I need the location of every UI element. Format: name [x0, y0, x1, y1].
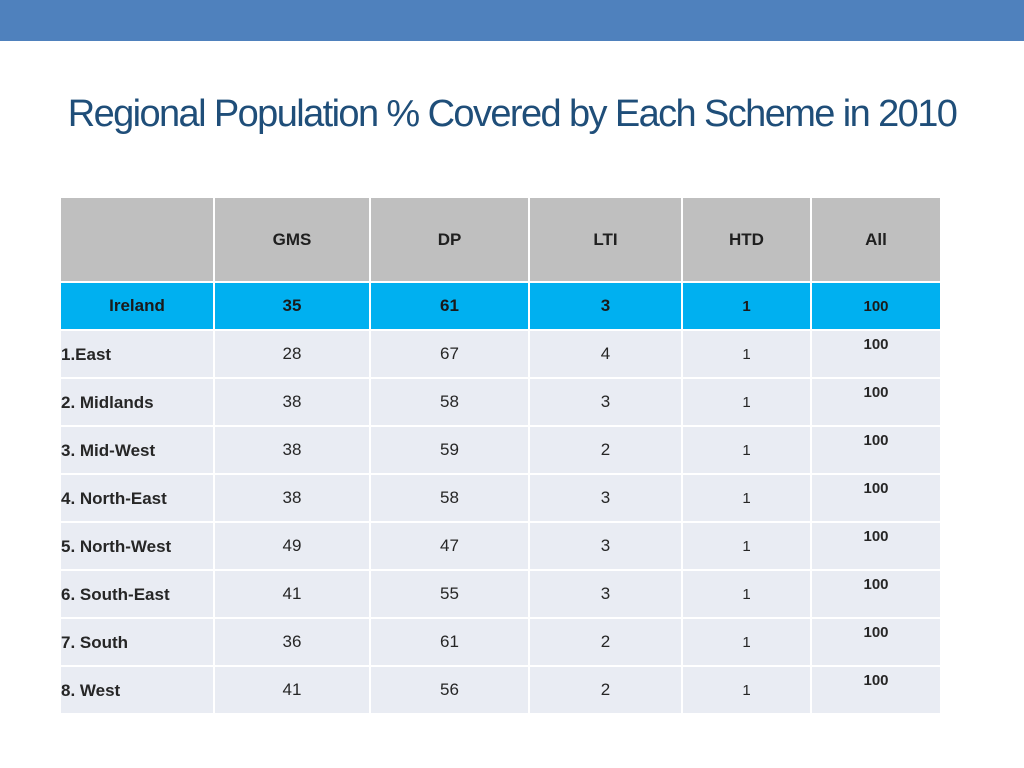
region-cell: 6. South-East	[61, 570, 214, 618]
table-row	[61, 330, 940, 378]
all-cell: 100	[811, 522, 940, 570]
region-cell: Ireland	[61, 282, 214, 330]
region-cell: 7. South	[61, 618, 214, 666]
header-cell-gms: GMS	[214, 198, 370, 282]
dp-cell: 58	[370, 474, 529, 522]
table-row	[61, 474, 940, 522]
htd-cell: 1	[682, 282, 811, 330]
table-row	[61, 378, 940, 426]
lti-cell: 4	[529, 330, 682, 378]
htd-cell: 1	[682, 570, 811, 618]
table-row-ireland	[61, 282, 940, 330]
header-cell-lti: LTI	[529, 198, 682, 282]
htd-cell: 1	[682, 666, 811, 714]
htd-cell: 1	[682, 330, 811, 378]
dp-cell: 67	[370, 330, 529, 378]
header-cell-htd: HTD	[682, 198, 811, 282]
region-cell: 5. North-West	[61, 522, 214, 570]
lti-cell: 3	[529, 474, 682, 522]
gms-cell: 41	[214, 666, 370, 714]
dp-cell: 61	[370, 618, 529, 666]
table-row	[61, 666, 940, 714]
dp-cell: 61	[370, 282, 529, 330]
table-row	[61, 426, 940, 474]
dp-cell: 56	[370, 666, 529, 714]
htd-cell: 1	[682, 426, 811, 474]
all-cell: 100	[811, 426, 940, 474]
gms-cell: 36	[214, 618, 370, 666]
dp-cell: 59	[370, 426, 529, 474]
dp-cell: 58	[370, 378, 529, 426]
htd-cell: 1	[682, 378, 811, 426]
region-cell: 2. Midlands	[61, 378, 214, 426]
all-cell: 100	[811, 282, 940, 330]
lti-cell: 3	[529, 570, 682, 618]
htd-cell: 1	[682, 618, 811, 666]
htd-cell: 1	[682, 474, 811, 522]
all-cell: 100	[811, 378, 940, 426]
header-cell-dp: DP	[370, 198, 529, 282]
header-cell-empty	[61, 198, 214, 282]
header-row	[61, 198, 940, 282]
region-cell: 4. North-East	[61, 474, 214, 522]
lti-cell: 2	[529, 666, 682, 714]
region-cell: 1.East	[61, 330, 214, 378]
dp-cell: 47	[370, 522, 529, 570]
all-cell: 100	[811, 666, 940, 714]
table-row	[61, 522, 940, 570]
gms-cell: 41	[214, 570, 370, 618]
gms-cell: 38	[214, 426, 370, 474]
htd-cell: 1	[682, 522, 811, 570]
top-accent-bar	[0, 0, 1024, 41]
lti-cell: 3	[529, 378, 682, 426]
gms-cell: 28	[214, 330, 370, 378]
region-cell: 3. Mid-West	[61, 426, 214, 474]
all-cell: 100	[811, 474, 940, 522]
lti-cell: 2	[529, 618, 682, 666]
table-row	[61, 618, 940, 666]
lti-cell: 3	[529, 282, 682, 330]
coverage-table	[61, 198, 940, 715]
gms-cell: 38	[214, 474, 370, 522]
all-cell: 100	[811, 570, 940, 618]
all-cell: 100	[811, 330, 940, 378]
header-cell-all: All	[811, 198, 940, 282]
slide-title: Regional Population % Covered by Each Scheme in 2010	[67, 93, 957, 135]
region-cell: 8. West	[61, 666, 214, 714]
gms-cell: 38	[214, 378, 370, 426]
all-cell: 100	[811, 618, 940, 666]
gms-cell: 35	[214, 282, 370, 330]
lti-cell: 3	[529, 522, 682, 570]
gms-cell: 49	[214, 522, 370, 570]
lti-cell: 2	[529, 426, 682, 474]
dp-cell: 55	[370, 570, 529, 618]
table-row	[61, 570, 940, 618]
